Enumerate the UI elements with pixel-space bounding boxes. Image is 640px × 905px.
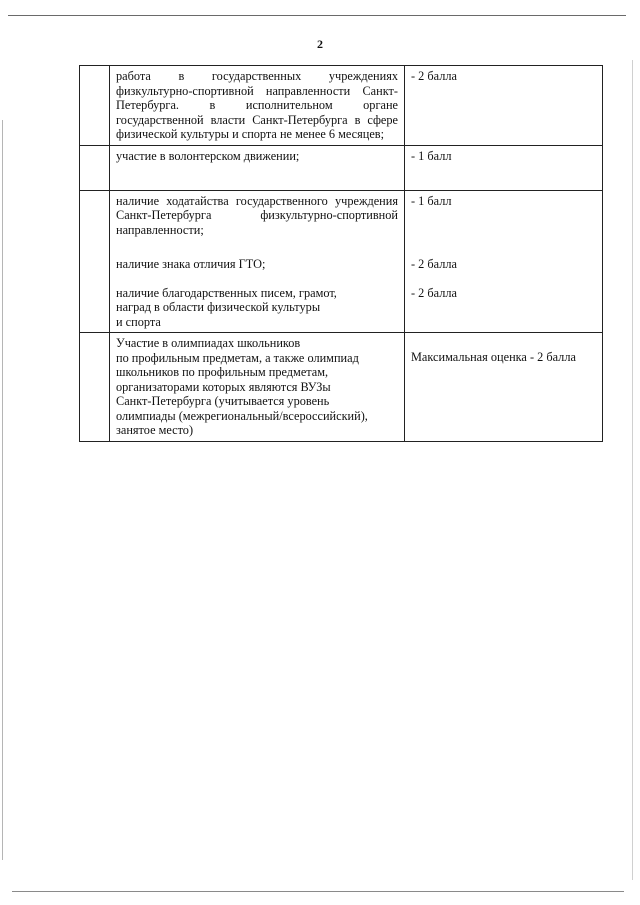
criterion-olympiads-line: организаторами которых являются ВУЗы <box>116 379 331 394</box>
score-olympiads-cell <box>405 333 603 442</box>
row-number-cell <box>80 333 110 442</box>
table-row <box>80 190 603 333</box>
table-row <box>80 66 603 146</box>
row-number-cell <box>80 145 110 190</box>
scan-edge-left <box>2 120 3 860</box>
criterion-olympiads-line: занятое место) <box>116 423 194 437</box>
score-gto-badge: - 2 балла <box>411 257 457 271</box>
scan-edge-bottom <box>12 891 624 892</box>
scan-edge-right <box>632 60 633 880</box>
score-volunteer: - 1 балл <box>405 145 603 190</box>
row-number-cell <box>80 190 110 333</box>
table-row <box>80 145 603 190</box>
criterion-awards-line: и спорта <box>116 314 161 329</box>
scores-group-cell <box>405 190 603 333</box>
score-petition: - 1 балл <box>411 193 452 208</box>
criterion-gto-badge: наличие знака отличия ГТО; <box>116 257 266 271</box>
criterion-olympiads-line: Санкт-Петербурга (учитывается уровень <box>116 394 330 408</box>
criteria-group-cell <box>110 190 405 333</box>
criterion-olympiads <box>110 333 405 442</box>
criterion-olympiads-line: школьников по профильным предметам, <box>116 365 329 379</box>
row-number-cell <box>80 66 110 146</box>
criterion-state-work: работа в государственных учреждениях физкультурно-спортивной направленности Санкт-Петербурга. в исполнительном органе государственной власти Санкт-Петербурга в сфере физической культуры и спорта не менее 6 месяцев; <box>110 66 405 146</box>
criterion-awards-line: наличие благодарственных писем, грамот, <box>116 285 337 300</box>
scan-edge-top <box>8 15 626 16</box>
criterion-petition: наличие ходатайства государственного учреждения Санкт-Петербурга физкультурно-спортивной направленности; <box>116 193 398 237</box>
score-awards: - 2 балла <box>411 285 457 300</box>
criterion-awards-line: наград в области физической культуры <box>116 300 321 314</box>
criterion-volunteer: участие в волонтерском движении; <box>110 145 405 190</box>
criterion-olympiads-line: Участие в олимпиадах школьников <box>116 336 301 350</box>
criterion-olympiads-line: олимпиады (межрегиональный/всероссийский), <box>116 408 368 423</box>
criterion-olympiads-line: по профильным предметам, а также олимпиад <box>116 350 359 365</box>
table-row <box>80 333 603 442</box>
page-number: 2 <box>317 37 323 51</box>
score-state-work: - 2 балла <box>405 66 603 146</box>
score-olympiads: Максимальная оценка - 2 балла <box>411 350 576 364</box>
criteria-table <box>79 65 603 442</box>
criterion-awards <box>116 286 398 330</box>
